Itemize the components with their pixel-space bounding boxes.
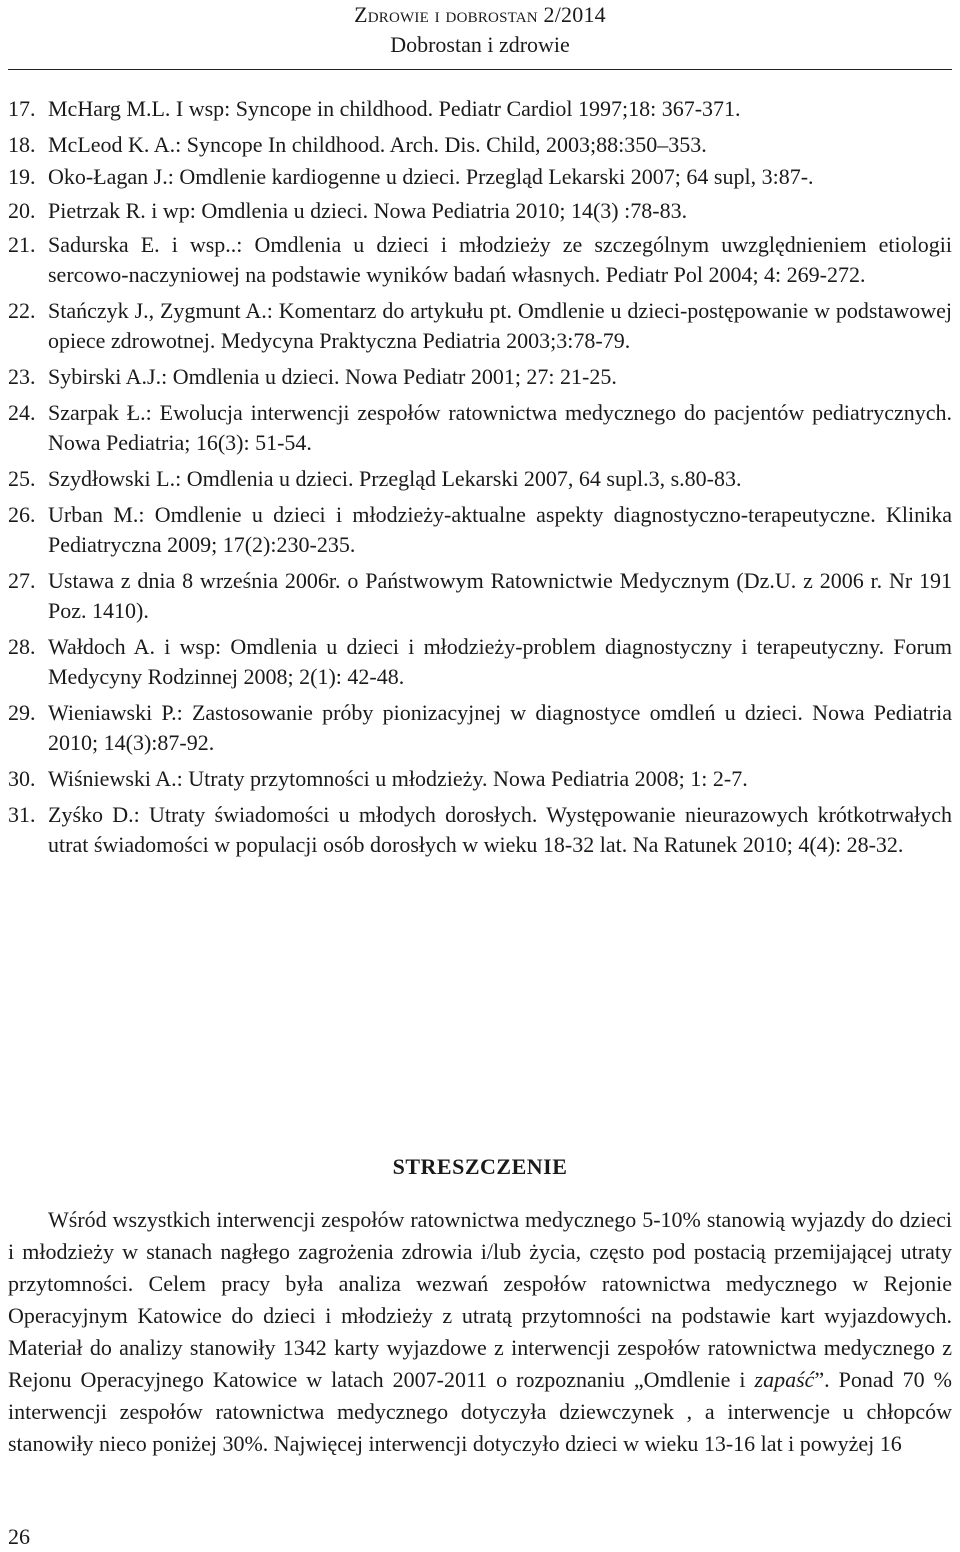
reference-text: Sadurska E. i wsp..: Omdlenia u dzieci i młodzieży ze szczególnym uwzględnieniem etiologii sercowo-naczyniowej na podstawie wyników badań własnych. Pediatr Pol 2004; 4: 269-272. [48, 232, 952, 287]
reference-text: Szarpak Ł.: Ewolucja interwencji zespołów ratownictwa medycznego do pacjentów pediatrycznych. Nowa Pediatria; 16(3): 51-54. [48, 400, 952, 455]
reference-number: 21. [8, 232, 36, 257]
reference-number: 18. [8, 132, 36, 157]
reference-number: 17. [8, 96, 36, 121]
reference-number: 24. [8, 400, 36, 425]
reference-number: 22. [8, 298, 36, 323]
reference-item [8, 196, 952, 226]
reference-list [8, 94, 952, 866]
reference-item [8, 362, 952, 392]
reference-item [8, 162, 952, 192]
reference-number: 28. [8, 634, 36, 659]
reference-text: McHarg M.L. I wsp: Syncope in childhood. Pediatr Cardiol 1997;18: 367-371. [48, 96, 741, 121]
reference-text: Urban M.: Omdlenie u dzieci i młodzieży-aktualne aspekty diagnostyczno-terapeutyczne. Klinika Pediatryczna 2009; 17(2):230-235. [48, 502, 952, 557]
reference-item [8, 296, 952, 356]
reference-item [8, 632, 952, 692]
reference-text: Pietrzak R. i wp: Omdlenia u dzieci. Nowa Pediatria 2010; 14(3) :78-83. [48, 198, 688, 223]
journal-subtitle: Dobrostan i zdrowie [390, 32, 570, 57]
reference-text: Ustawa z dnia 8 września 2006r. o Państwowym Ratownictwie Medycznym (Dz.U. z 2006 r. Nr 191 Poz. 1410). [48, 568, 952, 623]
abstract-text-part-1: Wśród wszystkich interwencji zespołów ratownictwa medycznego 5-10% stanowią wyjazdy do dzieci i młodzieży w stanach nagłego zagrożenia zdrowia i/lub życia, często pod postacią przemijającej utraty przytomności. Celem pracy była analiza wezwań zespołów ratownictwa medycznego w Rejonie Operacyjnym Katowice do dzieci i młodzieży z utratą przytomności na podstawie kart wyjazdowych. Materiał do analizy stanowiły 1342 karty wyjazdowe z interwencji zespołów ratownictwa medycznego z Rejonu Operacyjnego Katowice w latach 2007-2011 o rozpoznaniu „Omdlenie i [8, 1207, 952, 1392]
reference-text: Zyśko D.: Utraty świadomości u młodych dorosłych. Występowanie nieurazowych krótkotrwałych utrat świadomości w populacji osób dorosłych w wieku 18-32 lat. Na Ratunek 2010; 4(4): 28-32. [48, 802, 952, 857]
reference-number: 26. [8, 502, 36, 527]
reference-number: 27. [8, 568, 36, 593]
abstract-heading: STRESZCZENIE [392, 1154, 568, 1179]
reference-number: 20. [8, 198, 36, 223]
reference-item [8, 500, 952, 560]
reference-text: Wiśniewski A.: Utraty przytomności u młodzieży. Nowa Pediatria 2008; 1: 2-7. [48, 766, 748, 791]
reference-number: 31. [8, 802, 36, 827]
abstract-text-part-2: ”. Ponad 70 % interwencji zespołów ratownictwa medycznego dotyczyła dziewczynek , a interwencje u chłopców stanowiły nieco poniżej 30%. Najwięcej interwencji dotyczyło dzieci w wieku 13-16 lat i powyżej 16 [8, 1367, 952, 1456]
reference-text: Szydłowski L.: Omdlenia u dzieci. Przegląd Lekarski 2007, 64 supl.3, s.80-83. [48, 466, 742, 491]
reference-number: 29. [8, 700, 36, 725]
reference-number: 25. [8, 466, 36, 491]
reference-text: Stańczyk J., Zygmunt A.: Komentarz do artykułu pt. Omdlenie u dzieci-postępowanie w podstawowej opiece zdrowotnej. Medycyna Praktyczna Pediatria 2003;3:78-79. [48, 298, 952, 353]
header-divider [8, 69, 952, 70]
reference-number: 30. [8, 766, 36, 791]
reference-item [8, 464, 952, 494]
reference-text: Sybirski A.J.: Omdlenia u dzieci. Nowa Pediatr 2001; 27: 21-25. [48, 364, 617, 389]
abstract-body [8, 1204, 952, 1460]
journal-title: Zdrowie i dobrostan 2/2014 [354, 2, 606, 27]
reference-item [8, 764, 952, 794]
reference-text: Wałdoch A. i wsp: Omdlenia u dzieci i młodzieży-problem diagnostyczny i terapeutyczny. Forum Medycyny Rodzinnej 2008; 2(1): 42-48. [48, 634, 952, 689]
reference-item [8, 698, 952, 758]
reference-text: Oko-Łagan J.: Omdlenie kardiogenne u dzieci. Przegląd Lekarski 2007; 64 supl, 3:87-. [48, 164, 814, 189]
reference-item [8, 130, 952, 160]
reference-item [8, 566, 952, 626]
reference-number: 23. [8, 364, 36, 389]
reference-text: Wieniawski P.: Zastosowanie próby pionizacyjnej w diagnostyce omdleń u dzieci. Nowa Pediatria 2010; 14(3):87-92. [48, 700, 952, 755]
reference-number: 19. [8, 164, 36, 189]
abstract-italic-term: zapaść [754, 1367, 815, 1392]
reference-text: McLeod K. A.: Syncope In childhood. Arch. Dis. Child, 2003;88:350–353. [48, 132, 707, 157]
reference-item [8, 230, 952, 290]
reference-item [8, 800, 952, 860]
reference-item [8, 94, 952, 124]
page-number: 26 [8, 1524, 30, 1549]
reference-item [8, 398, 952, 458]
